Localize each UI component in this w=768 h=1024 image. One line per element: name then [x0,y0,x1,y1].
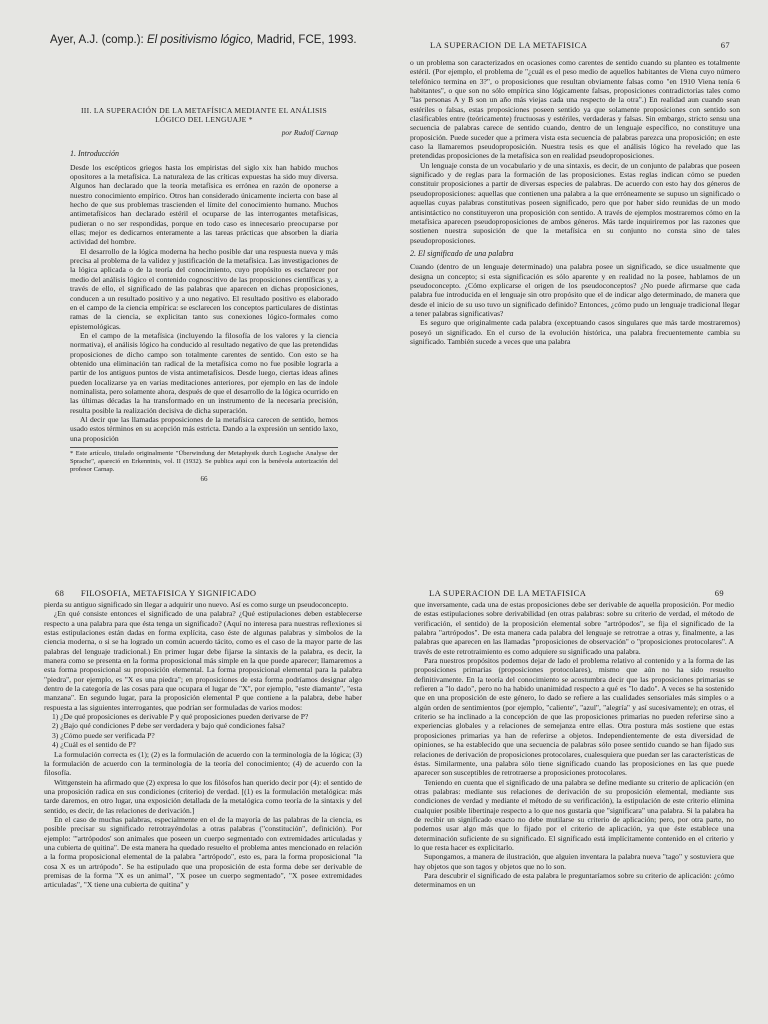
article-author: por Rudolf Carnap [281,128,338,137]
book-page-67 [384,0,768,512]
page-number: 67 [720,40,730,50]
paragraph: El desarrollo de la lógica moderna ha hecho posible dar una respuesta nueva y más precisa al problema de la validez y justificación de la metafísica. Las investigaciones de la lógica aplicada o de la teoría del conocimiento, cuyo propósito es esclarecer por medio del análisis lógico el contenido cognoscitivo de las proposiciones científicas y, a través de ello, el significado de las palabras que aparecen en dichas proposiciones, conducen a un resultado positivo y a uno negativo. El resultado positivo es elaborado en el campo de la ciencia empírica: se esclarecen los conceptos particulares de distintas ramas de la ciencia, se explicitan tanto sus conexiones lógico-formales como epistemológicas. [70,246,338,331]
book-page-69 [384,512,768,1024]
running-head [55,588,355,598]
paragraph: Wittgenstein ha afirmado que (2) expresa lo que los filósofos han querido decir por (4): el sentido de una proposición radica en sus condiciones (criterio) de verdad. [(1) es la formulación metalógica: más tarde daremos, en otro lugar, una exposición detallada de la metalógica como teoría de la sintaxis y del sentido, es decir, de las relaciones de derivación.] [44,777,362,815]
section-heading: 2. El significado de una palabra [410,248,514,258]
article-title: III. LA SUPERACIÓN DE LA METAFÍSICA MEDIANTE EL ANÁLISIS LÓGICO DEL LENGUAJE * [80,106,328,124]
citation-title: El positivismo lógico, [146,34,254,46]
paragraph: La formulación correcta es (1); (2) es la formulación de acuerdo con la terminología de la lógica; (3) la formulación de acuerdo con la terminología de la teoría del conocimiento; (4) de acuerdo con la filosofía. [44,749,362,778]
question-item: 4) ¿Cuál es el sentido de P? [52,740,136,750]
paragraph: Supongamos, a manera de ilustración, que alguien inventara la palabra nueva "tago" y sostuviera que hay objetos que son tagos y objetos que no lo son. [414,852,734,871]
question-item: 2) ¿Bajo qué condiciones P debe ser verdadera y bajo qué condiciones falsa? [52,721,285,731]
running-head-title: LA SUPERACION DE LA METAFISICA [429,588,587,598]
paragraph: Cuando (dentro de un lenguaje determinado) una palabra posee un significado, se dice usualmente que designa un concepto; si esta significación es sólo aparente y en realidad no la posee, hablamos de un pseudoconcepto. ¿Cómo explicarse el origen de los pseudoconceptos? ¿No puede afirmarse que cada palabra fue introducida en el lenguaje sin otro propósito que el de indicar algo determinado, de manera que desde el inicio de su uso tuvo un significado definido? Entonces, ¿cómo pudo un lenguaje tradicional llegar a tener palabras significativas? [410,262,740,318]
paragraph: Desde los escépticos griegos hasta los empiristas del siglo xix han habido muchos opositores a la metafísica. La naturaleza de las críticas expuestas ha sido muy diversa. Algunos han declarado que la teoría metafísica es errónea en razón de oponerse a nuestro conocimiento empírico. Otros han considerado únicamente incierta con base al hecho de que sus problemas trascienden el límite del conocimiento humano. Muchos antimetafísicos han declarado estéril el ocuparse de las interrogantes metafísicas, pudieran o no ser respondidas, porque en todo caso es innecesario preocuparse por ellas; mejor es dedicarnos enteramente a las tareas prácticas que absorben la diaria actividad del hombre. [70,162,338,247]
running-head-title: FILOSOFIA, METAFISICA Y SIGNIFICADO [80,588,257,598]
text-column [414,600,734,890]
footnote: * Este artículo, titulado originalmente "Überwindung der Metaphysik durch Logische Analyse der Sprache", apareció en Erkenntnis, vol. II (1932). Se publica aquí con la benévola autorización del profesor Carnap. [70,447,338,473]
question-item: 1) ¿De qué proposiciones es derivable P y qué proposiciones pueden derivarse de P? [52,712,309,722]
citation-author: Ayer, A.J. (comp.): [50,34,144,46]
book-page-66 [0,0,384,512]
text-column [44,600,362,890]
page-number: 68 [55,588,65,598]
paragraph: Al decir que las llamadas proposiciones de la metafísica carecen de sentido, hemos usado estos términos en su acepción más estricta. Dando a la expresión un sentido laxo, una proposición [70,414,338,443]
text-column [70,106,338,485]
text-column [410,58,740,346]
running-head [429,588,724,598]
running-head [430,40,730,50]
paragraph: Es seguro que originalmente cada palabra (exceptuando casos singulares que más tarde mostraremos) poseyó un significado. En el curso de la evolución histórica, una palabra frecuentemente cambia su significado. También sucede a veces que una palabra [410,318,740,346]
paragraph: Un lenguaje consta de un vocabulario y de una sintaxis, es decir, de un conjunto de palabras que poseen significado y de reglas para la formación de las proposiciones. Estas reglas indican cómo se pueden constituir proposiciones a partir de diversas especies de palabras. De acuerdo con esto hay dos géneros de pseudoproposiciones: aquellas que contienen una palabra a la que erróneamente se supuso un significado o aquellas cuyas palabras constitutivas poseen significado, pero que por haber sido reunidas de un modo antisintáctico no constituyeron una proposición con sentido. A través de ejemplos mostraremos cómo en la metafísica aparecen pseudoproposiciones de ambos géneros. Más tarde inquiriremos por las razones que sostienen nuestra suposición de que la metafísica en su conjunto no consta sino de tales pseudoproposiciones. [410,160,740,245]
paragraph: Para descubrir el significado de esta palabra le preguntaríamos sobre su criterio de aplicación: ¿cómo determinamos en un [414,870,734,890]
paragraph: Teniendo en cuenta que el significado de una palabra se define mediante su criterio de aplicación (en otras palabras: mediante sus relaciones de derivación de su proposición elemental, mediante sus condiciones de verdad y mediante el método de su verificación), la estipulación de este criterio elimina cualquier posible libertinaje respecto a lo que nos gustaría que "significara" una palabra. Si la palabra ha de recibir un significado exacto no debe mutilarse su criterio de aplicación; pero, por otra parte, no podemos usar algo más que lo fijado por el criterio de aplicación, ya que éste establece una determinación suficiente de su significado. El significado está implícitamente contenido en el criterio y lo que resta hacer es explicitarlo. [414,777,734,852]
question-item: 3) ¿Cómo puede ser verificada P? [52,730,155,740]
paragraph: Para nuestros propósitos podemos dejar de lado el problema relativo al contenido y a la forma de las proposiciones primarias (proposiciones protocolares), mismo que aún no ha sido resuelto definitivamente. En la teoría del conocimiento se acostumbra decir que las proposiciones primarias se refieren a "lo dado", pero no ha habido unanimidad respecto a qué es "lo dado". A veces se ha sostenido que en una proposición de este género, lo dado se refiere a las cualidades sensoriales más simples o a algún orden de sentimientos (por ejemplo, "caliente", "azul", "alegría" y así sucesivamente); en otras, el criterio se ha inclinado a la concepción de que las proposiciones primarias no pueden referirse sino a experiencias globales y a relaciones de semejanza entre ellas. Otra postura más sostiene que estas proposiciones primarias ya han de referirse a objetos. Independientemente de esta diversidad de opiniones, se ha establecido que una secuencia de palabras sólo posee sentido cuando se han fijado sus relaciones de derivación de proposiciones protocolares, cualesquiera que puedan ser las características de éstas. Similarmente, una palabra sólo tiene significado cuando las proposiciones en las que puede aparecer son susceptibles de retrotraerse a proposiciones protocolares. [414,656,734,778]
paragraph: En el caso de muchas palabras, especialmente en el de la mayoría de las palabras de la ciencia, es posible precisar su significado retrotrayéndolas a otras palabras ("constitución", definición). Por ejemplo: "'artrópodos' son animales que poseen un cuerpo segmentado con extremidades articuladas y una cubierta de quitina". De esta manera ha quedado resuelto el problema antes mencionado en relación a la forma proposicional elemental de la palabra "artrópodo", esto es, para la forma proposicional "la cosa X es un artrópodo". Se ha estipulado que una proposición de esta forma debe ser derivable de premisas de la forma "X es un animal", "X posee un cuerpo segmentado", "X posee extremidades articuladas", "X tiene una cubierta de quitina" y [44,814,362,890]
citation-header [50,34,357,46]
paragraph: ¿En qué consiste entonces el significado de una palabra? ¿Qué estipulaciones deben establecerse respecto a una palabra para que ésta tenga un significado? (Aquí no interesa para nuestras reflexiones si estas estipulaciones están dadas en forma explícita, caso éste de algunas palabras y símbolos de la ciencia moderna, o si se ha logrado un común acuerdo tácito, como es el caso de la mayor parte de las palabras del lenguaje tradicional.) En primer lugar debe fijarse la sintaxis de la palabra, es decir, la manera como se presenta en la forma proposicional más simple en la que puede aparecer; llamaremos a esta forma proposicional su proposición elemental. La forma proposicional elemental para la palabra "piedra", por ejemplo, es "X es una piedra"; en proposiciones de esta forma podríamos designar algo dentro de la categoría de las cosas para que ocupara el lugar de "X", por ejemplo, "este diamante", "esta manzana". En segundo lugar, para la proposición elemental P que contiene a la palabra, debe haber respuesta a las siguientes interrogantes, que podrían ser formuladas de varios modos: [44,609,362,712]
section-heading: 1. Introducción [70,149,120,159]
paragraph: o un problema son caracterizados en ocasiones como carentes de sentido cuando su planteo es totalmente estéril. (Por ejemplo, el problema de "¿cuál es el peso medio de aquellos habitantes de Viena cuyo número telefónico termina en 3?", o proposiciones que resultan obviamente falsas como "en 1910 Viena tenía 6 habitantes", o que son no sólo empírica sino lógicamente falsas, proposiciones contradictorias tales como "las personas A y B son un año más viejas cada una respecto de la otra".) En realidad aun cuando sean estériles o falsas, estas proposiciones poseen sentido ya que solamente proposiciones con sentido son clasificables entre (teóricamente) fructuosas y estériles, verdaderas y falsas. Sin embargo, stricto sensu una secuencia de palabras carece de sentido cuando, dentro de un lenguaje específico, no constituye una proposición. Puede suceder que a primera vista esta secuencia de palabras parezca una proposición; en este caso la llamaremos pseudoproposición. Nuestra tesis es que el análisis lógico ha revelado que las pretendidas proposiciones de la metafísica son en realidad pseudoproposiciones. [410,58,740,161]
page-folio: 66 [200,475,208,484]
running-head-title: LA SUPERACION DE LA METAFISICA [430,40,588,50]
page-number: 69 [714,588,724,598]
paragraph: pierda su antiguo significado sin llegar a adquirir uno nuevo. Así es como surge un pseudoconcepto. [44,600,349,609]
book-page-68 [0,512,384,1024]
paragraph: En el campo de la metafísica (incluyendo la filosofía de los valores y la ciencia normativa), el análisis lógico ha conducido al resultado negativo de que las pretendidas proposiciones de dicho campo son totalmente carentes de sentido. Con esto se ha obtenido una eliminación tan radical de la metafísica como no fue posible lograrla a partir de los antiguos puntos de vista antimetafísicos. Desde luego, ciertas ideas afines pueden localizarse ya en varias meditaciones anteriores, por ejemplo en las de índole nominalista, pero solamente ahora, después de que el desarrollo de la lógica ocurrido en las últimas décadas la ha transformado en un instrumento de la necesaria precisión, resulta posible la realización decisiva de dicha superación. [70,330,338,415]
citation-publisher: Madrid, FCE, 1993. [256,34,357,46]
paragraph: que inversamente, cada una de estas proposiciones debe ser derivable de aquella proposición. Por medio de estas estipulaciones sobre derivabilidad (en otras palabras: sobre su criterio de verdad, el método de verificación, el sentido) de la proposición elemental sobre "artrópodos", se fija el significado de la palabra "artrópodos". De esta manera cada palabra del lenguaje se retrotrae a otras y, finalmente, a las palabras que aparecen en las llamadas "proposiciones de observación" o "proposiciones protocolares". A través de este retrotraimiento es como adquiere su significado una palabra. [414,600,734,656]
